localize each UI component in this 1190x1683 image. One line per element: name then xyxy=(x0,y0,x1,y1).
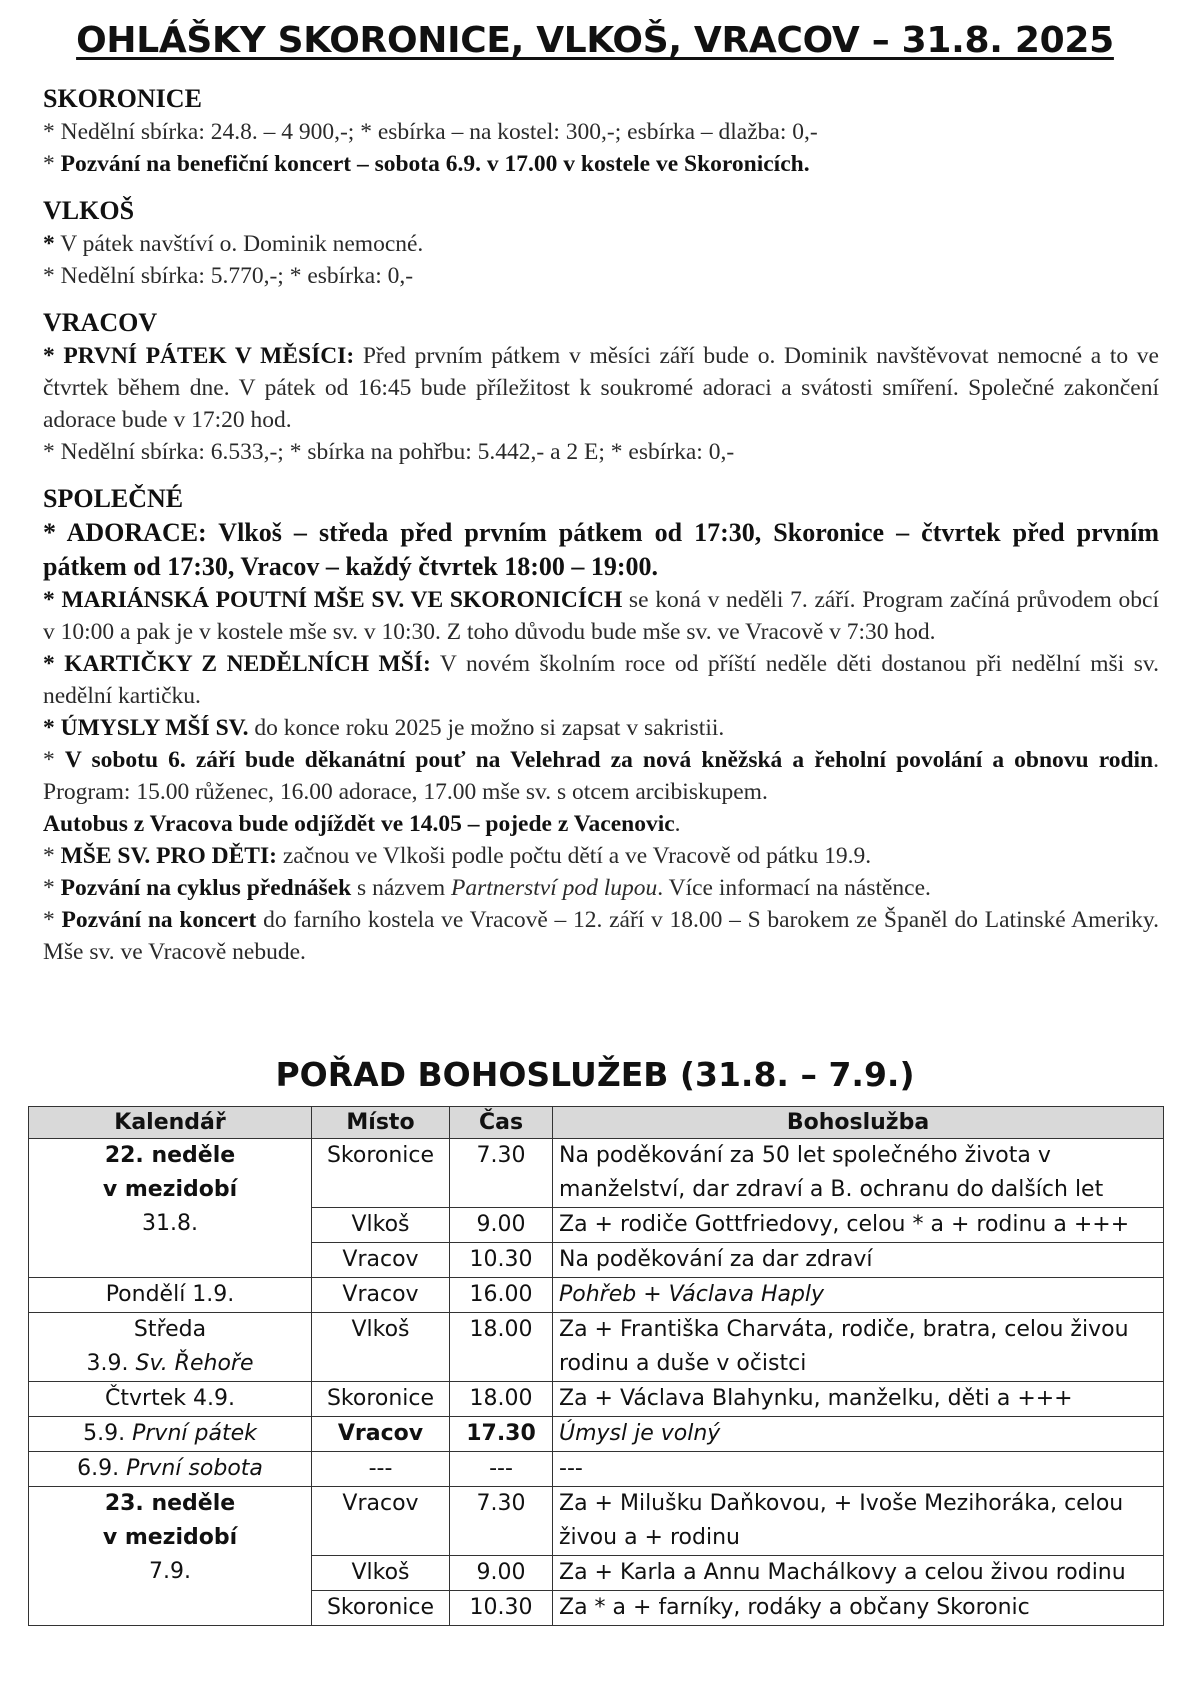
pilgrimage-label: V sobotu 6. září bude děkanátní pouť na Velehrad za nová kněžská a řeholní povolání a obnovu rodin xyxy=(64,747,1154,773)
place-cell: Skoronice xyxy=(312,1591,450,1626)
date-cell xyxy=(29,1487,312,1626)
date-value: 3.9. xyxy=(86,1351,136,1376)
marian-mass-label: * MARIÁNSKÁ POUTNÍ MŠE SV. VE SKORONICÍCH xyxy=(43,587,623,613)
time-cell: 7.30 xyxy=(450,1139,553,1208)
mass-cell: Pohřeb + Václava Haply xyxy=(553,1278,1164,1313)
table-row xyxy=(29,1417,1164,1452)
date-value: 6.9. xyxy=(77,1456,127,1481)
day-note: První pátek xyxy=(132,1421,257,1446)
intentions-text: do konce roku 2025 je možno si zapsat v sakristii. xyxy=(248,715,725,741)
date-line: v mezidobí xyxy=(102,1525,238,1550)
date-cell: Pondělí 1.9. xyxy=(29,1278,312,1313)
date-cell xyxy=(29,1139,312,1278)
table-row xyxy=(29,1139,1164,1208)
col-header-date: Kalendář xyxy=(29,1107,312,1139)
marian-mass-notice xyxy=(43,584,1159,648)
lecture-notice xyxy=(43,872,1159,904)
mass-cell: Za + Milušku Daňkovou, + Ivoše Mezihoráka, celou živou a + rodinu xyxy=(553,1487,1164,1556)
time-cell: 17.30 xyxy=(450,1417,553,1452)
lecture-label: Pozvání na cyklus přednášek xyxy=(60,875,352,901)
date-value: 5.9. xyxy=(83,1421,133,1446)
first-friday-text: Před prvním pátkem v měsíci září bude o. Dominik navštěvovat nemocné a to ve čtvrtek během dne. V pátek od 16:45 bude příležitost k soukromé adoraci a svátosti smíření. Společné zakončení adorace bude v 17:20 hod. xyxy=(43,343,1159,433)
bullet: * xyxy=(43,843,61,869)
intentions-label: * ÚMYSLY MŠÍ SV. xyxy=(43,715,249,741)
vlkos-collection: * Nedělní sbírka: 5.770,-; * esbírka: 0,- xyxy=(43,263,414,289)
table-row xyxy=(29,1452,1164,1487)
mass-cell: Za + Františka Charváta, rodiče, bratra, celou živou rodinu a duše v očistci xyxy=(553,1313,1164,1382)
place-cell: Vracov xyxy=(312,1278,450,1313)
concert-text: do farního kostela ve Vracově – 12. září v 18.00 – S barokem ze Španěl do Latinské Ameriky. Mše sv. ve Vracově nebude. xyxy=(43,907,1159,965)
mass-cell: Za + Václava Blahynku, manželku, děti a +++ xyxy=(553,1382,1164,1417)
pilgrimage-text: . Program: 15.00 růženec, 16.00 adorace, 17.00 mše sv. s otcem arcibiskupem. xyxy=(43,747,1159,805)
time-cell: 9.00 xyxy=(450,1556,553,1591)
time-cell: 18.00 xyxy=(450,1313,553,1382)
section-heading-skoronice: SKORONICE xyxy=(43,84,202,113)
cards-label: * KARTIČKY Z NEDĚLNÍCH MŠÍ: xyxy=(43,651,431,677)
concert-notice xyxy=(43,904,1159,968)
col-header-time: Čas xyxy=(450,1107,553,1139)
place-cell: Vracov xyxy=(312,1417,450,1452)
concert-label: Pozvání na koncert xyxy=(61,907,257,933)
lecture-text: s názvem xyxy=(351,875,452,901)
col-header-mass: Bohoslužba xyxy=(553,1107,1164,1139)
vracov-first-friday xyxy=(43,340,1159,436)
cards-text: V novém školním roce od příští neděle děti dostanou při nedělní mši sv. nedělní kartičku. xyxy=(43,651,1159,709)
vlkos-visit xyxy=(43,228,1159,260)
bullet: * xyxy=(43,151,61,177)
place-cell: Vracov xyxy=(312,1243,450,1278)
bus-label: Autobus z Vracova bude odjíždět ve 14.05 – pojede z Vacenovic xyxy=(43,811,675,837)
feast-name: Sv. Řehoře xyxy=(135,1351,254,1376)
place-cell: --- xyxy=(312,1452,450,1487)
bus-notice xyxy=(43,808,1159,840)
cards-notice xyxy=(43,648,1159,712)
children-mass-notice xyxy=(43,840,1159,872)
time-cell: 9.00 xyxy=(450,1208,553,1243)
mass-cell: Za + Karla a Annu Machálkovy a celou živou rodinu xyxy=(553,1556,1164,1591)
section-skoronice xyxy=(43,82,1159,180)
date-line xyxy=(35,1347,305,1381)
section-spolecne xyxy=(43,482,1159,968)
bullet: * xyxy=(43,875,61,901)
date-line: 22. neděle xyxy=(104,1143,236,1168)
pilgrimage-notice xyxy=(43,744,1159,808)
section-heading-spolecne: SPOLEČNÉ xyxy=(43,484,184,513)
col-header-place: Místo xyxy=(312,1107,450,1139)
date-line: 23. neděle xyxy=(104,1491,236,1516)
page-title: OHLÁŠKY SKORONICE, VLKOŠ, VRACOV – 31.8. 2025 xyxy=(76,20,1114,61)
vracov-collection: * Nedělní sbírka: 6.533,-; * sbírka na pohřbu: 5.442,- a 2 E; * esbírka: 0,- xyxy=(43,439,735,465)
section-heading-vlkos: VLKOŠ xyxy=(43,196,135,225)
schedule-heading: POŘAD BOHOSLUŽEB (31.8. – 7.9.) xyxy=(275,1055,915,1094)
table-row xyxy=(29,1382,1164,1417)
table-header-row xyxy=(29,1107,1164,1139)
mass-cell: Za * a + farníky, rodáky a občany Skoronic xyxy=(553,1591,1164,1626)
time-cell: 18.00 xyxy=(450,1382,553,1417)
intentions-notice xyxy=(43,712,1159,744)
time-cell: --- xyxy=(450,1452,553,1487)
first-friday-label: * PRVNÍ PÁTEK V MĚSÍCI: xyxy=(43,343,355,369)
date-cell xyxy=(29,1452,312,1487)
bullet: * xyxy=(43,231,55,257)
schedule-table xyxy=(28,1106,1164,1626)
section-vracov xyxy=(43,306,1159,468)
table-row xyxy=(29,1313,1164,1382)
time-cell: 7.30 xyxy=(450,1487,553,1556)
date-line: v mezidobí xyxy=(102,1177,238,1202)
date-cell xyxy=(29,1417,312,1452)
children-mass-text: začnou ve Vlkoši podle počtu dětí a ve Vracově od pátku 19.9. xyxy=(276,843,872,869)
place-cell: Vlkoš xyxy=(312,1556,450,1591)
table-row xyxy=(29,1487,1164,1556)
mass-cell: Na poděkování za 50 let společného života v manželství, dar zdraví a B. ochranu do dalších let xyxy=(553,1139,1164,1208)
bullet: * xyxy=(43,907,62,933)
vlkos-visit-text: V pátek navštíví o. Dominik nemocné. xyxy=(54,231,424,257)
place-cell: Vracov xyxy=(312,1487,450,1556)
time-cell: 16.00 xyxy=(450,1278,553,1313)
skoronice-concert xyxy=(43,148,1159,180)
mass-cell: Za + rodiče Gottfriedovy, celou * a + rodinu a +++ xyxy=(553,1208,1164,1243)
place-cell: Vlkoš xyxy=(312,1208,450,1243)
marian-mass-text: se koná v neděli 7. září. Program začíná průvodem obcí v 10:00 a pak je v kostele mše sv. v 10:30. Z toho důvodu bude mše sv. ve Vracově v 7:30 hod. xyxy=(43,587,1159,645)
date-line: Středa xyxy=(133,1317,207,1342)
time-cell: 10.30 xyxy=(450,1591,553,1626)
announcements xyxy=(43,82,1159,982)
date-cell xyxy=(29,1313,312,1382)
lecture-text-end: . Více informací na nástěnce. xyxy=(657,875,931,901)
table-row xyxy=(29,1278,1164,1313)
section-vlkos xyxy=(43,194,1159,292)
place-cell: Vlkoš xyxy=(312,1313,450,1382)
place-cell: Skoronice xyxy=(312,1382,450,1417)
bullet: * xyxy=(43,747,65,773)
day-note: První sobota xyxy=(126,1456,263,1481)
date-cell: Čtvrtek 4.9. xyxy=(29,1382,312,1417)
section-heading-vracov: VRACOV xyxy=(43,308,158,337)
place-cell: Skoronice xyxy=(312,1139,450,1208)
skoronice-concert-text: Pozvání na benefiční koncert – sobota 6.9. v 17.00 v kostele ve Skoronicích. xyxy=(60,151,810,177)
lecture-title: Partnerství pod lupou xyxy=(451,875,658,901)
date-line: 31.8. xyxy=(142,1211,198,1236)
time-cell: 10.30 xyxy=(450,1243,553,1278)
skoronice-collection: * Nedělní sbírka: 24.8. – 4 900,-; * esbírka – na kostel: 300,-; esbírka – dlažba: 0,- xyxy=(43,119,818,145)
date-line: 7.9. xyxy=(149,1559,191,1584)
mass-cell: Na poděkování za dar zdraví xyxy=(553,1243,1164,1278)
adoration-notice: * ADORACE: Vlkoš – středa před prvním pátkem od 17:30, Skoronice – čtvrtek před prvním pátkem od 17:30, Vracov – každý čtvrtek 18:00 – 19:00. xyxy=(43,518,1159,581)
mass-cell: --- xyxy=(553,1452,1164,1487)
mass-cell: Úmysl je volný xyxy=(553,1417,1164,1452)
bus-text: . xyxy=(674,811,681,837)
children-mass-label: MŠE SV. PRO DĚTI: xyxy=(60,843,277,869)
